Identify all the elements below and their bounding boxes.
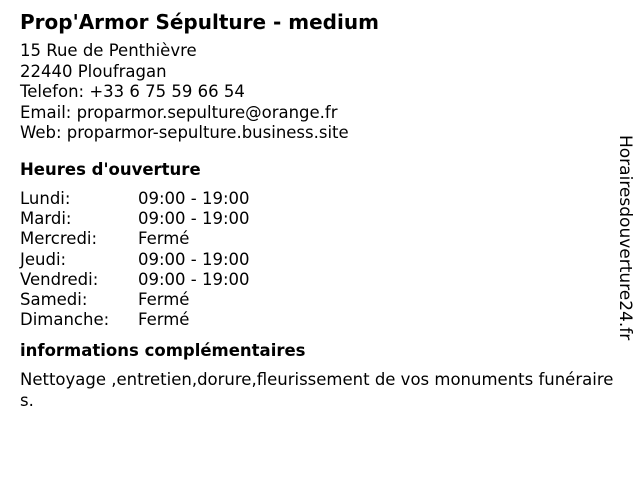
day-hours: 09:00 - 19:00 [138, 249, 250, 269]
day-label: Mercredi: [20, 229, 98, 249]
email-address[interactable]: Email: proparmor.sepulture@orange.fr [20, 102, 338, 122]
contact-block [20, 41, 624, 144]
day-label: Vendredi: [20, 269, 99, 289]
day-hours: 09:00 - 19:00 [138, 188, 250, 208]
business-name: Prop'Armor Sépulture - medium [20, 10, 379, 34]
hours-row-jeudi [20, 250, 624, 270]
day-hours: Fermé [138, 289, 190, 309]
day-hours: Fermé [138, 229, 190, 249]
address-city: 22440 Ploufragan [20, 61, 167, 81]
opening-hours-heading: Heures d'ouverture [20, 159, 201, 179]
additional-info-heading: informations complémentaires [20, 341, 306, 361]
hours-row-lundi [20, 189, 624, 209]
hours-row-samedi [20, 290, 624, 310]
day-label: Dimanche: [20, 310, 110, 330]
day-hours: 09:00 - 19:00 [138, 209, 250, 229]
address-street: 15 Rue de Penthièvre [20, 41, 197, 60]
hours-row-mardi [20, 209, 624, 229]
website-link[interactable]: Web: proparmor-sepulture.business.site [20, 123, 349, 143]
phone-number[interactable]: Telefon: +33 6 75 59 66 54 [20, 82, 245, 102]
additional-info-text: Nettoyage ,entretien,dorure,fleurissement de vos monuments funéraires. [20, 370, 614, 410]
business-listing [20, 9, 624, 412]
day-label: Jeudi: [20, 249, 67, 269]
day-hours: 09:00 - 19:00 [138, 269, 250, 289]
day-label: Mardi: [20, 209, 72, 229]
day-hours: Fermé [138, 310, 190, 330]
hours-row-vendredi [20, 270, 624, 290]
day-label: Lundi: [20, 188, 71, 208]
opening-hours-table [20, 189, 624, 330]
day-label: Samedi: [20, 289, 88, 309]
site-brand-watermark: Horairesdouverture24.fr [615, 135, 635, 341]
hours-row-dimanche [20, 310, 624, 330]
hours-row-mercredi [20, 229, 624, 249]
